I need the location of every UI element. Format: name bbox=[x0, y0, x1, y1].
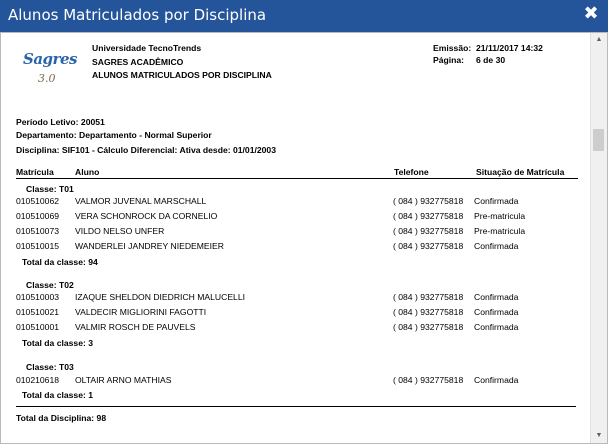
header-divider bbox=[16, 178, 578, 179]
class-total: Total da classe: 1 bbox=[22, 390, 94, 400]
table-row[interactable] bbox=[9, 196, 579, 210]
logo-version: 3.0 bbox=[38, 72, 56, 85]
table-row[interactable] bbox=[9, 307, 579, 321]
sagres-logo bbox=[23, 45, 75, 95]
cell-telefone: ( 084 ) 932775818 bbox=[393, 307, 464, 317]
cell-matricula: 010510073 bbox=[16, 226, 60, 236]
disciplina: Disciplina: SIF101 - Cálculo Diferencial: Ativa desde: 01/01/2003 bbox=[16, 145, 276, 155]
cell-matricula: 010510001 bbox=[16, 322, 60, 332]
table-row[interactable] bbox=[9, 241, 579, 255]
cell-telefone: ( 084 ) 932775818 bbox=[393, 226, 464, 236]
table-row[interactable] bbox=[9, 292, 579, 306]
periodo-letivo: Período Letivo: 20051 bbox=[16, 117, 105, 127]
total-disciplina: Total da Disciplina: 98 bbox=[16, 413, 107, 423]
pagina-value: 6 de 30 bbox=[476, 55, 506, 65]
report-title: ALUNOS MATRICULADOS POR DISCIPLINA bbox=[92, 70, 272, 80]
scroll-up-icon[interactable]: ▲ bbox=[595, 36, 603, 43]
cell-matricula: 010510021 bbox=[16, 307, 60, 317]
table-row[interactable] bbox=[9, 322, 579, 336]
window-titlebar bbox=[0, 0, 608, 32]
cell-situacao: Confirmada bbox=[474, 196, 519, 206]
class-label: Classe: T02 bbox=[26, 280, 74, 290]
class-total: Total da classe: 3 bbox=[22, 338, 94, 348]
table-row[interactable] bbox=[9, 211, 579, 225]
cell-situacao: Pre-matricula bbox=[474, 211, 526, 221]
cell-telefone: ( 084 ) 932775818 bbox=[393, 211, 464, 221]
cell-matricula: 010510003 bbox=[16, 292, 60, 302]
scroll-thumb[interactable] bbox=[593, 129, 604, 151]
cell-telefone: ( 084 ) 932775818 bbox=[393, 196, 464, 206]
cell-telefone: ( 084 ) 932775818 bbox=[393, 241, 464, 251]
report-page bbox=[9, 33, 594, 443]
cell-situacao: Confirmada bbox=[474, 375, 519, 385]
cell-aluno: VALDECIR MIGLIORINI FAGOTTI bbox=[75, 307, 207, 317]
table-row[interactable] bbox=[9, 226, 579, 240]
cell-situacao: Pre-matricula bbox=[474, 226, 526, 236]
system-name: SAGRES ACADÊMICO bbox=[92, 57, 184, 67]
logo-text: Sagres bbox=[23, 50, 77, 68]
departamento: Departamento: Departamento - Normal Superior bbox=[16, 130, 212, 140]
cell-aluno: WANDERLEI JANDREY NIEDEMEIER bbox=[75, 241, 224, 251]
scroll-down-icon[interactable]: ▼ bbox=[595, 432, 603, 439]
cell-telefone: ( 084 ) 932775818 bbox=[393, 375, 464, 385]
cell-matricula: 010210618 bbox=[16, 375, 60, 385]
cell-situacao: Confirmada bbox=[474, 292, 519, 302]
class-label: Classe: T03 bbox=[26, 362, 74, 372]
col-matricula: Matrícula bbox=[16, 167, 54, 177]
institution-name: Universidade TecnoTrends bbox=[92, 43, 202, 53]
footer-divider bbox=[16, 406, 576, 407]
close-icon[interactable]: ✖ bbox=[583, 3, 599, 24]
vertical-scrollbar[interactable] bbox=[590, 33, 607, 443]
class-total: Total da classe: 94 bbox=[22, 257, 98, 267]
emissao-value: 21/11/2017 14:32 bbox=[476, 43, 543, 53]
cell-situacao: Confirmada bbox=[474, 307, 519, 317]
cell-aluno: VERA SCHONROCK DA CORNELIO bbox=[75, 211, 218, 221]
col-situacao: Situação de Matrícula bbox=[476, 167, 565, 177]
cell-aluno: VILDO NELSO UNFER bbox=[75, 226, 165, 236]
cell-matricula: 010510069 bbox=[16, 211, 60, 221]
col-telefone: Telefone bbox=[394, 167, 429, 177]
report-viewer bbox=[0, 32, 608, 444]
emissao-label: Emissão: bbox=[433, 43, 472, 53]
cell-situacao: Confirmada bbox=[474, 322, 519, 332]
cell-aluno: VALMOR JUVENAL MARSCHALL bbox=[75, 196, 207, 206]
window-title: Alunos Matriculados por Disciplina bbox=[8, 6, 267, 24]
cell-aluno: IZAQUE SHELDON DIEDRICH MALUCELLI bbox=[75, 292, 245, 302]
cell-aluno: VALMIR ROSCH DE PAUVELS bbox=[75, 322, 196, 332]
col-aluno: Aluno bbox=[75, 167, 100, 177]
cell-telefone: ( 084 ) 932775818 bbox=[393, 322, 464, 332]
cell-matricula: 010510062 bbox=[16, 196, 60, 206]
cell-telefone: ( 084 ) 932775818 bbox=[393, 292, 464, 302]
table-row[interactable] bbox=[9, 375, 579, 389]
cell-aluno: OLTAIR ARNO MATHIAS bbox=[75, 375, 172, 385]
pagina-label: Página: bbox=[433, 55, 465, 65]
cell-situacao: Confirmada bbox=[474, 241, 519, 251]
cell-matricula: 010510015 bbox=[16, 241, 60, 251]
class-label: Classe: T01 bbox=[26, 184, 74, 194]
